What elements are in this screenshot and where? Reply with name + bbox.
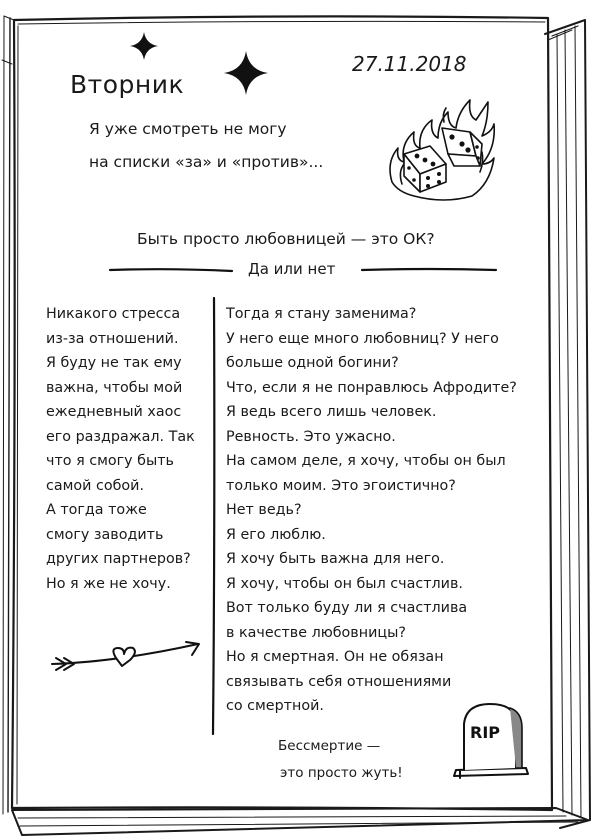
list-item: из-за отношений. xyxy=(46,330,179,347)
entry-date: 27.11.2018 xyxy=(352,52,467,76)
list-item: Но я же не хочу. xyxy=(46,575,171,592)
list-item: Что, если я не понравлюсь Афродите? xyxy=(226,379,517,396)
intro-line-1: Я уже смотреть не могу xyxy=(89,120,287,138)
pros-list xyxy=(46,302,195,596)
list-item: Тогда я стану заменима? xyxy=(226,306,417,322)
list-item: других партнеров? xyxy=(46,551,191,567)
column-divider xyxy=(208,296,220,736)
list-item: связывать себя отношениями xyxy=(226,673,452,690)
list-item: только моим. Это эгоистично? xyxy=(226,477,456,494)
list-item: Я ведь всего лишь человек. xyxy=(226,404,437,420)
subheading: Да или нет xyxy=(248,260,336,278)
sparkle-icon xyxy=(222,50,270,96)
day-title: Вторник xyxy=(70,70,185,99)
list-item: А тогда тоже xyxy=(46,502,147,518)
question-heading: Быть просто любовницей — это ОК? xyxy=(137,230,435,248)
list-item: его раздражал. Так xyxy=(46,428,195,445)
footer-line-2: это просто жуть! xyxy=(280,765,403,781)
list-item: Нет ведь? xyxy=(226,502,302,518)
gravestone-text: RIP xyxy=(470,723,500,742)
list-item: Я буду не так ему xyxy=(46,355,182,371)
list-item: Я хочу быть важна для него. xyxy=(226,551,445,567)
gravestone-icon xyxy=(450,698,534,782)
intro-line-2: на списки «за» и «против»... xyxy=(89,153,324,171)
list-item: важна, чтобы мой xyxy=(46,379,183,396)
list-item: У него еще много любовниц? У него xyxy=(226,330,499,347)
sparkle-icon xyxy=(128,30,160,62)
list-item: ежедневный хаос xyxy=(46,404,182,420)
list-item: На самом деле, я хочу, чтобы он был xyxy=(226,453,506,469)
list-item: что я смогу быть xyxy=(46,453,174,469)
flaming-dice-icon xyxy=(384,92,496,204)
list-item: самой собой. xyxy=(46,477,144,494)
list-item: Я хочу, чтобы он был счастлив. xyxy=(226,575,463,592)
list-item: Ревность. Это ужасно. xyxy=(226,428,396,445)
footer-line-1: Бессмертие — xyxy=(278,738,381,754)
list-item: смогу заводить xyxy=(46,526,164,543)
list-item: больше одной богини? xyxy=(226,355,399,371)
list-item: Я его люблю. xyxy=(226,526,326,543)
list-item: со смертной. xyxy=(226,698,324,714)
list-item: Но я смертная. Он не обязан xyxy=(226,649,444,665)
cons-list xyxy=(226,302,517,719)
arrow-heart-icon xyxy=(46,636,206,676)
list-item: в качестве любовницы? xyxy=(226,624,406,641)
list-item: Никакого стресса xyxy=(46,306,181,322)
list-item: Вот только буду ли я счастлива xyxy=(226,600,468,616)
